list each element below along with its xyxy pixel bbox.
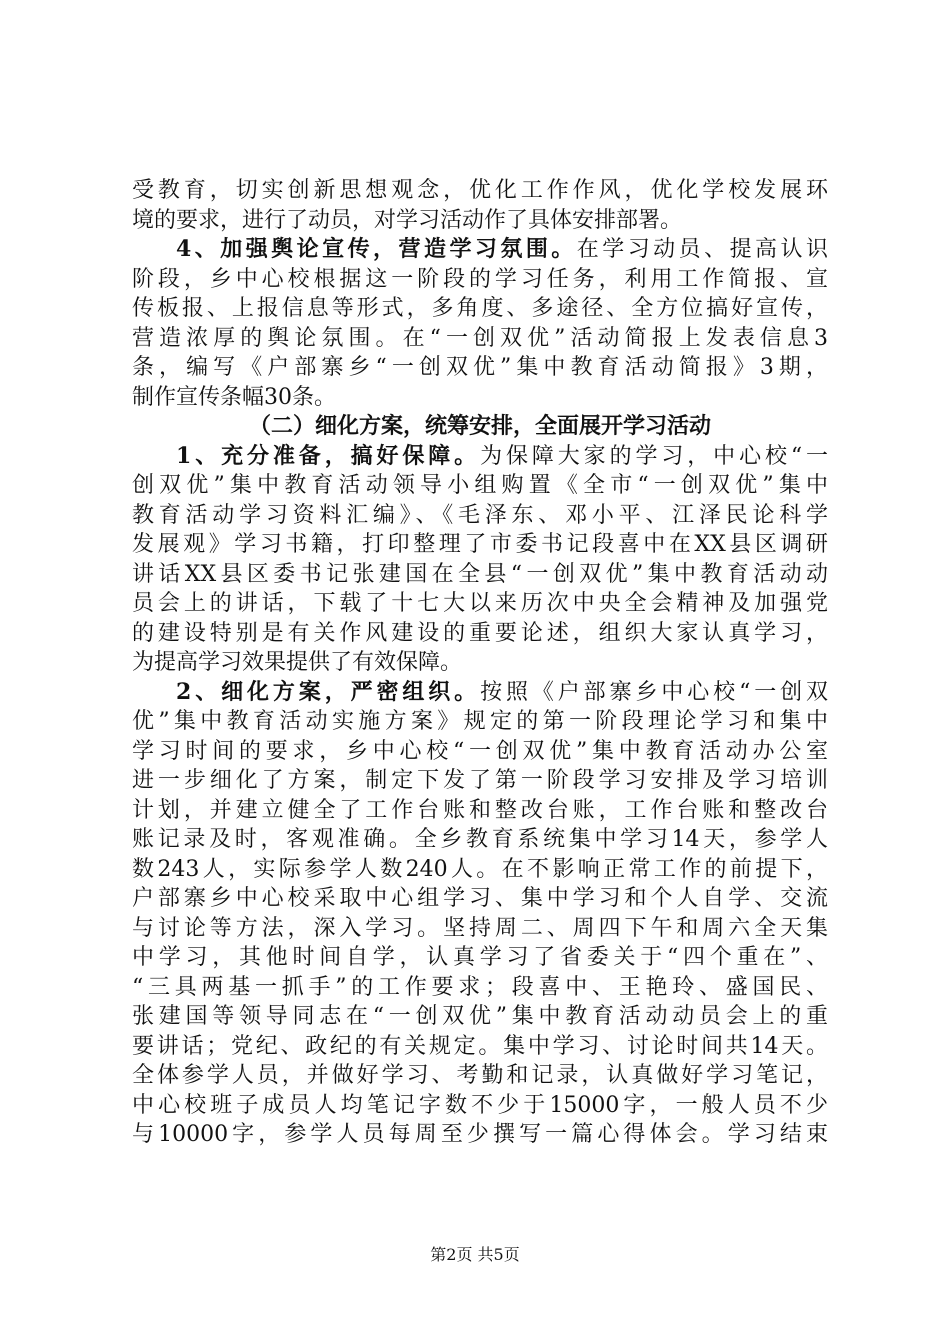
body-line [132,560,828,590]
body-line [132,648,828,678]
body-line [132,796,828,826]
line-text: 账记录及时，客观准确。全乡教育系统集中学习14天，参学人 [132,827,828,852]
line-text: 与10000字，参学人员每周至少撰写一篇心得体会。学习结束 [132,1122,828,1147]
body-line [132,353,828,383]
line-text: 与讨论等方法，深入学习。坚持周二、周四下午和周六全天集 [132,915,828,941]
body-line [132,943,828,973]
line-text: 教育活动学习资料汇编》、《毛泽东、邓小平、江泽民论科学 [132,502,828,528]
line-text: 发展观》学习书籍，打印整理了市委书记段喜中在XX县区调研 [132,532,828,557]
line-text: 受教育，切实创新思想观念，优化工作作风，优化学校发展环 [132,178,828,203]
line-text: 张建国等领导同志在“一创双优”集中教育活动动员会上的重 [132,1004,828,1029]
body-line [132,206,828,236]
line-text: 营造浓厚的舆论氛围。在“一创双优”活动简报上发表信息3 [132,325,828,351]
body-line [132,1120,828,1150]
body-line [132,265,828,295]
section-heading-text: （二）细化方案，统筹安排，全面展开学习活动 [248,413,711,439]
numbered-point-4 [132,235,828,265]
numbered-point-2 [132,678,828,708]
body-line [132,1091,828,1121]
line-text: 制作宣传条幅30条。 [132,384,336,410]
body-line [132,1002,828,1032]
body-line [132,855,828,885]
line-text: 创双优”集中教育活动领导小组购置《全市“一创双优”集中 [132,473,828,498]
body-line [132,589,828,619]
body-line [132,383,828,413]
body-line [132,530,828,560]
line-text: 数243人，实际参学人数240人。在不影响正常工作的前提下， [132,856,828,882]
line-text: 阶段，乡中心校根据这一阶段的学习任务，利用工作简报、宣 [132,266,828,292]
line-text: 为提高学习效果提供了有效保障。 [132,650,463,675]
line-text: 进一步细化了方案，制定下发了第一阶段学习安排及学习培训 [132,768,828,793]
point-heading: 1、充分准备，搞好保障。 [176,442,481,469]
line-text: 条，编写《户部寨乡“一创双优”集中教育活动简报》3期， [132,355,828,380]
line-text: 计划，并建立健全了工作台账和整改台账，工作台账和整改台 [132,797,828,823]
body-line [132,619,828,649]
body-line [132,324,828,354]
body-line [132,1061,828,1091]
numbered-point-1 [132,442,828,472]
line-text: 员会上的讲话，下载了十七大以来历次中央全会精神及加强党 [132,591,828,616]
body-line [132,294,828,324]
body-line [132,176,828,206]
point-heading: 4、加强舆论宣传，营造学习氛围。 [176,236,577,262]
body-line [132,884,828,914]
line-text: 户部寨乡中心校采取中心组学习、集中学习和个人自学、交流 [132,886,828,911]
line-text: 中心校班子成员人均笔记字数不少于15000字，一般人员不少 [132,1092,828,1118]
body-line [132,766,828,796]
line-text: 按照《户部寨乡中心校“一创双 [480,679,828,705]
section-heading [132,412,828,442]
line-text: “三具两基一抓手”的工作要求；段喜中、王艳玲、盛国民、 [132,974,828,1000]
page-number: 第2页 共5页 [430,1245,520,1264]
line-text: 全体参学人员，并做好学习、考勤和记录，认真做好学习笔记， [132,1063,828,1088]
body-line [132,471,828,501]
body-line [132,1032,828,1062]
document-body [132,176,828,1150]
line-text: 讲话XX县区委书记张建国在全县“一创双优”集中教育活动动 [132,561,828,587]
body-line [132,973,828,1003]
body-line [132,825,828,855]
body-line [132,737,828,767]
line-text: 在学习动员、提高认识 [576,237,828,262]
body-line [132,914,828,944]
line-text: 优”集中教育活动实施方案》规定的第一阶段理论学习和集中 [132,709,828,734]
body-line [132,707,828,737]
line-text: 境的要求，进行了动员，对学习活动作了具体安排部署。 [132,207,683,233]
line-text: 的建设特别是有关作风建设的重要论述，组织大家认真学习， [132,620,828,646]
line-text: 为保障大家的学习，中心校“一 [480,443,828,469]
line-text: 学习时间的要求，乡中心校“一创双优”集中教育活动办公室 [132,738,828,764]
body-line [132,501,828,531]
point-heading: 2、细化方案，严密组织。 [176,678,481,705]
line-text: 要讲话；党纪、政纪的有关规定。集中学习、讨论时间共14天。 [132,1033,828,1059]
line-text: 传板报、上报信息等形式，多角度、多途径、全方位搞好宣传， [132,296,828,321]
line-text: 中学习，其他时间自学，认真学习了省委关于“四个重在”、 [132,945,828,970]
